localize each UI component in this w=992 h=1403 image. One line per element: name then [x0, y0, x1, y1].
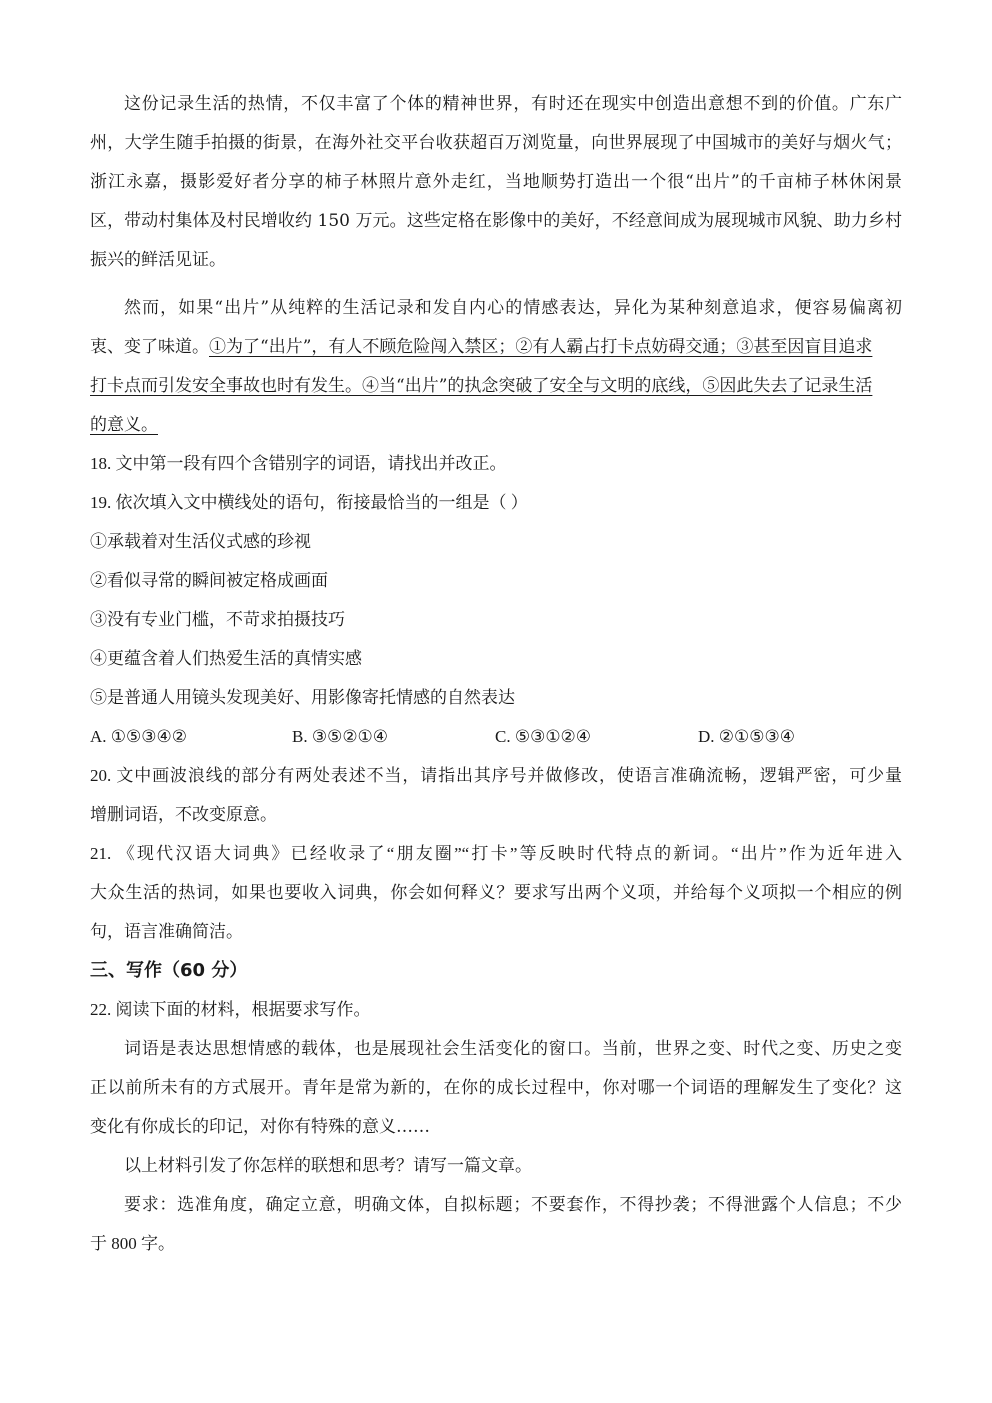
material-line: 变化有你成长的印记，对你有特殊的意义……: [90, 1117, 430, 1137]
passage-line: 这份记录生活的热情，不仅丰富了个体的精神世界，有时还在现实中创造出意想不到的价值。广东广: [124, 94, 902, 114]
passage-line: 浙江永嘉，摄影爱好者分享的柿子林照片意外走红，当地顺势打造出一个很“出片”的千亩柿子林休闲景: [90, 172, 902, 192]
question-21: 21. 《现代汉语大词典》已经收录了“朋友圈”“打卡”等反映时代特点的新词。“出片”作为近年进入: [90, 844, 902, 863]
option-c: C. ⑤③①②④: [495, 727, 592, 746]
question-20: 20. 文中画波浪线的部分有两处表述不当，请指出其序号并做修改，使语言准确流畅，逻辑严密，可少量: [90, 766, 902, 785]
question-21-cont: 句，语言准确简洁。: [90, 922, 243, 941]
section-heading: 三、写作（60 分）: [90, 960, 248, 981]
wavy-underlined-text: ①为了“出片”，有人不顾危险闯入禁区；②有人霸占打卡点妨碍交通；③甚至因盲目追求: [209, 337, 873, 357]
wavy-underlined-text: 打卡点而引发安全事故也时有发生。④当“出片”的执念突破了安全与文明的底线，⑤因此失去了记录生活: [90, 376, 873, 396]
writing-requirements-cont: 于 800 字。: [90, 1234, 175, 1253]
question-22: 22. 阅读下面的材料，根据要求写作。: [90, 1000, 371, 1019]
q19-item: ②看似寻常的瞬间被定格成画面: [90, 571, 328, 590]
question-20-cont: 增删词语，不改变原意。: [90, 805, 277, 824]
writing-requirements: 要求：选准角度，确定立意，明确文体，自拟标题；不要套作，不得抄袭；不得泄露个人信息；不少: [124, 1195, 902, 1214]
material-line: 词语是表达思想情感的载体，也是展现社会生活变化的窗口。当前，世界之变、时代之变、历史之变: [124, 1039, 902, 1059]
passage-line: 州，大学生随手拍摄的街景，在海外社交平台收获超百万浏览量，向世界展现了中国城市的美好与烟火气；: [90, 133, 902, 153]
option-d: D. ②①⑤③④: [698, 727, 795, 746]
passage-line: [90, 335, 902, 359]
q19-options: [90, 725, 902, 749]
question-21-cont: 大众生活的热词，如果也要收入词典，你会如何释义？要求写出两个义项，并给每个义项拟一个相应的例: [90, 883, 902, 902]
material-line: 正以前所未有的方式展开。青年是常为新的，在你的成长过程中，你对哪一个词语的理解发生了变化？这: [90, 1078, 902, 1098]
q19-item: ④更蕴含着人们热爱生活的真情实感: [90, 649, 362, 668]
option-b: B. ③⑤②①④: [292, 727, 389, 746]
q19-item: ③没有专业门槛，不苛求拍摄技巧: [90, 610, 345, 629]
passage-line: 振兴的鲜活见证。: [90, 250, 226, 270]
question-19: 19. 依次填入文中横线处的语句，衔接最恰当的一组是（ ）: [90, 493, 528, 512]
passage-line: [90, 374, 902, 398]
passage-text: 衷、变了味道。: [90, 337, 209, 357]
wavy-underlined-text: 的意义。: [90, 415, 158, 435]
q19-item: ①承载着对生活仪式感的珍视: [90, 532, 311, 551]
passage-line: 区，带动村集体及村民增收约 150 万元。这些定格在影像中的美好，不经意间成为展现城市风貌、助力乡村: [90, 211, 902, 231]
q19-item: ⑤是普通人用镜头发现美好、用影像寄托情感的自然表达: [90, 688, 515, 707]
question-18: 18. 文中第一段有四个含错别字的词语，请找出并改正。: [90, 454, 507, 473]
passage-line: [90, 413, 902, 437]
passage-line: 然而，如果“出片”从纯粹的生活记录和发自内心的情感表达，异化为某种刻意追求，便容易偏离初: [124, 298, 902, 318]
writing-prompt: 以上材料引发了你怎样的联想和思考？请写一篇文章。: [124, 1156, 532, 1175]
option-a: A. ①⑤③④②: [90, 727, 187, 746]
